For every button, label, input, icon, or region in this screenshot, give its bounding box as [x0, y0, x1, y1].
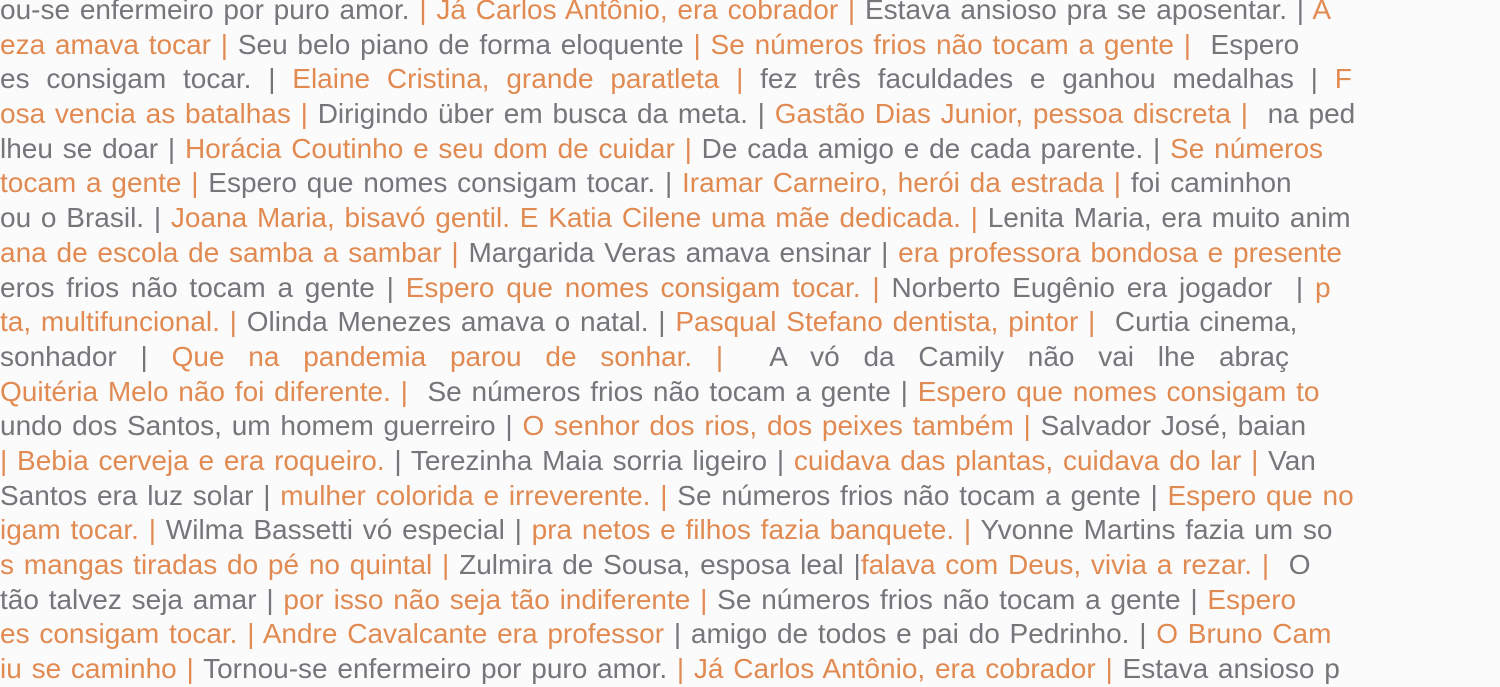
text-line: [0, 583, 1500, 618]
text-segment-gray: Santos era luz solar |: [0, 479, 281, 511]
text-segment-gray: sonhador |: [0, 340, 172, 372]
text-segment-gray: Curtia cinema,: [1105, 306, 1298, 338]
text-segment-gray: Estava ansioso p: [1122, 653, 1340, 685]
text-segment-gray: Norberto Eugênio era jogador |: [891, 271, 1315, 303]
text-segment-gray: Tornou-se enfermeiro por puro amor.: [203, 653, 677, 685]
text-segment-gray: | Terezinha Maia sorria ligeiro |: [394, 444, 794, 476]
text-segment-orange: | Bebia cerveja e era roqueiro.: [0, 444, 395, 476]
text-segment-gray: ou-se enfermeiro por puro amor.: [0, 0, 420, 25]
text-segment-gray: Yvonne Martins fazia um so: [980, 514, 1333, 546]
text-segment-gray: Salvador José, baian: [1040, 410, 1307, 442]
text-segment-gray: lheu se doar |: [0, 132, 185, 164]
text-segment-orange: cuidava das plantas, cuidava do lar |: [793, 444, 1269, 476]
text-segment-gray: | amigo de todos e pai do Pedrinho. |: [673, 618, 1157, 650]
text-segment-gray: Estava ansioso pra se aposentar. |: [864, 0, 1313, 25]
text-segment-orange: Espero que nomes consigam to: [917, 375, 1320, 407]
text-segment-orange: F: [1334, 63, 1352, 95]
text-line: [0, 271, 1500, 306]
text-line: [0, 375, 1500, 410]
text-segment-orange: osa vencia as batalhas |: [0, 98, 318, 130]
text-segment-gray: Wilma Bassetti vó especial |: [165, 514, 532, 546]
text-line: [0, 132, 1500, 167]
text-segment-orange: ta, multifuncional. |: [0, 306, 247, 338]
text-segment-gray: A vó da Camily não vai lhe abraç: [746, 340, 1289, 372]
text-segment-orange: Quitéria Melo não foi diferente. |: [0, 375, 418, 407]
text-segment-orange: Se números: [1170, 132, 1324, 164]
text-segment-gray: ou o Brasil. |: [0, 202, 171, 234]
text-segment-gray: Se números frios não tocam a gente |: [717, 583, 1208, 615]
text-segment-orange: Elaine Cristina, grande paratleta |: [292, 63, 761, 95]
text-segment-gray: es consigam tocar. |: [0, 63, 293, 95]
text-segment-gray: Espero que nomes consigam tocar. |: [208, 167, 683, 199]
text-line: [0, 305, 1500, 340]
text-segment-orange: Espero que no: [1167, 479, 1354, 511]
text-segment-orange: Espero que nomes consigam tocar. |: [405, 271, 892, 303]
text-segment-orange: p: [1314, 271, 1331, 303]
text-segment-orange: A: [1312, 0, 1331, 25]
text-segment-orange: Pasqual Stefano dentista, pintor |: [675, 306, 1106, 338]
text-segment-gray: Zulmira de Sousa, esposa leal |: [459, 549, 861, 580]
text-segment-gray: Espero: [1200, 28, 1300, 60]
text-line: [0, 28, 1500, 63]
text-line: [0, 548, 1500, 583]
text-segment-orange: por isso não seja tão indiferente |: [283, 583, 718, 615]
text-line: [0, 0, 1500, 28]
text-segment-gray: tão talvez seja amar |: [0, 583, 284, 615]
text-segment-gray: Se números frios não tocam a gente |: [677, 479, 1168, 511]
text-segment-orange: | Se números frios não tocam a gente |: [693, 28, 1201, 60]
text-segment-orange: s mangas tiradas do pé no quintal |: [0, 549, 460, 580]
text-line: [0, 97, 1500, 132]
text-segment-orange: eza amava tocar |: [0, 28, 238, 60]
text-segment-orange: pra netos e filhos fazia banquete. |: [531, 514, 981, 546]
text-segment-orange: Joana Maria, bisavó gentil. E Katia Cilene uma mãe dedicada. |: [170, 202, 988, 234]
text-segment-orange: Gastão Dias Junior, pessoa discreta |: [774, 98, 1258, 130]
text-segment-gray: foi caminhon: [1130, 167, 1292, 199]
text-segment-orange: tocam a gente |: [0, 167, 209, 199]
text-segment-orange: Que na pandemia parou de sonhar. |: [171, 340, 747, 372]
text-segment-gray: eros frios não tocam a gente |: [0, 271, 406, 303]
text-line: [0, 444, 1500, 479]
text-segment-orange: es consigam tocar. | Andre Cavalcante era professor: [0, 618, 674, 650]
text-segment-orange: ana de escola de samba a sambar |: [0, 236, 469, 268]
text-line: [0, 201, 1500, 236]
text-segment-orange: | Já Carlos Antônio, era cobrador |: [419, 0, 865, 25]
text-line: [0, 652, 1500, 687]
text-segment-orange: Horácia Coutinho e seu dom de cuidar |: [184, 132, 702, 164]
text-segment-gray: undo dos Santos, um homem guerreiro |: [0, 410, 523, 442]
text-segment-orange: falava com Deus, vivia a rezar. |: [860, 549, 1279, 580]
text-segment-orange: iu se caminho |: [0, 653, 204, 685]
text-segment-gray: De cada amigo e de cada parente. |: [701, 132, 1171, 164]
text-segment-gray: fez três faculdades e ganhou medalhas |: [760, 63, 1335, 95]
text-segment-orange: Iramar Carneiro, herói da estrada |: [682, 167, 1131, 199]
text-segment-gray: Van: [1268, 444, 1316, 476]
text-segment-orange: | Já Carlos Antônio, era cobrador |: [676, 653, 1123, 685]
text-line: [0, 340, 1500, 375]
text-segment-gray: O: [1278, 549, 1311, 580]
text-line: [0, 479, 1500, 514]
text-line: [0, 62, 1500, 97]
text-segment-gray: Margarida Veras amava ensinar |: [468, 236, 899, 268]
text-line: [0, 166, 1500, 201]
text-segment-orange: O Bruno Cam: [1156, 618, 1332, 650]
text-segment-orange: O senhor dos rios, dos peixes também |: [522, 410, 1041, 442]
text-segment-gray: Olinda Menezes amava o natal. |: [246, 306, 676, 338]
text-line: [0, 617, 1500, 652]
text-segment-gray: Lenita Maria, era muito anim: [987, 202, 1351, 234]
text-line: [0, 513, 1500, 548]
text-line: [0, 236, 1500, 271]
text-segment-orange: era professora bondosa e presente: [898, 236, 1342, 268]
text-segment-orange: Espero: [1207, 583, 1297, 615]
text-segment-gray: na ped: [1257, 98, 1356, 130]
text-segment-orange: mulher colorida e irreverente. |: [280, 479, 678, 511]
text-segment-gray: Dirigindo über em busca da meta. |: [317, 98, 775, 130]
text-segment-gray: Se números frios não tocam a gente |: [417, 375, 918, 407]
text-segment-orange: igam tocar. |: [0, 514, 166, 546]
text-segment-gray: Seu belo piano de forma eloquente: [237, 28, 694, 60]
text-line: [0, 409, 1500, 444]
